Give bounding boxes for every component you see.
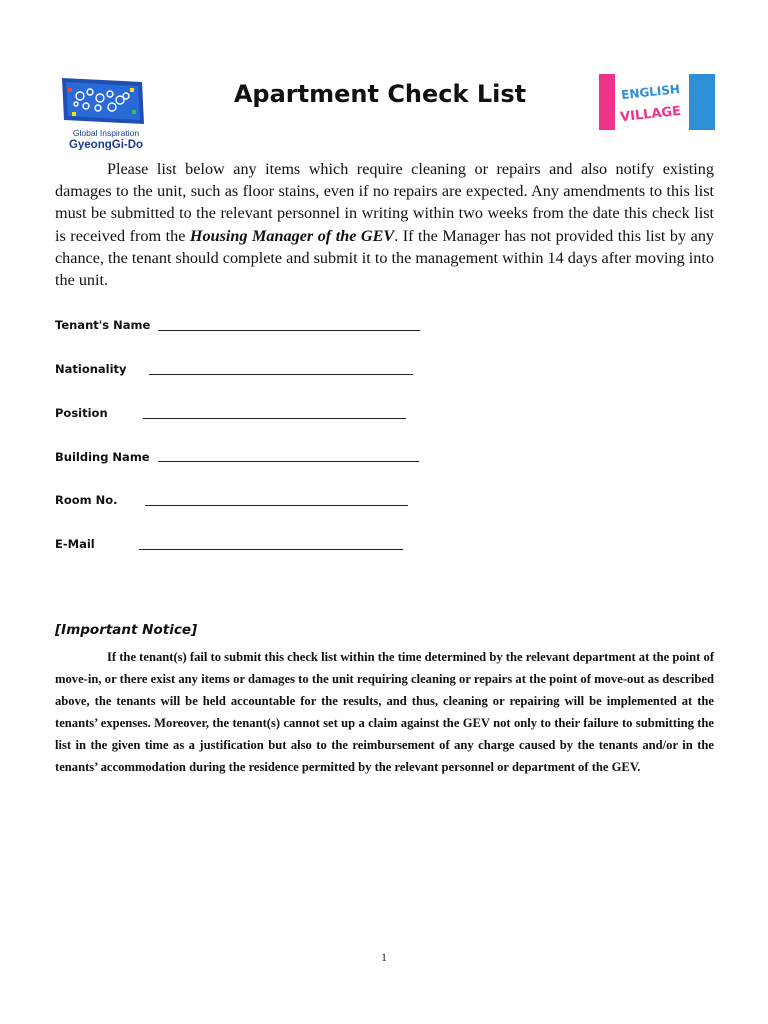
field-label-room-no: Room No.	[55, 493, 118, 507]
english-village-logo	[599, 74, 715, 130]
field-line-nationality[interactable]	[149, 374, 413, 375]
field-label-nationality: Nationality	[55, 362, 127, 376]
intro-emphasis: Housing Manager of the GEV	[189, 226, 395, 245]
intro-text-1: Please list below any items which require cleaning or repairs and also notify existing damages to the unit, such as floor stains, even if no repairs are expected. Any amendments to this list must be submitted to the relevant personnel in writing within two weeks from the date this check list is received from the	[55, 160, 714, 245]
field-line-tenant-name[interactable]	[158, 330, 420, 331]
field-label-tenant-name: Tenant's Name	[55, 318, 151, 332]
field-line-building-name[interactable]	[158, 461, 419, 462]
field-label-building-name: Building Name	[55, 450, 150, 464]
logo-line2: VILLAGE	[619, 103, 682, 126]
page-number: 1	[381, 950, 387, 964]
logo-tagline: Global Inspiration	[72, 128, 140, 138]
field-line-position[interactable]	[143, 418, 406, 419]
field-label-position: Position	[55, 406, 108, 420]
notice-text: If the tenant(s) fail to submit this check list within the time determined by the relevant department at the point of move-in, or there exist any items or damages to the unit requiring cleaning or repairs at the point of move-out as described above, the tenants will be held accountable for the results, and thus, cleaning or repairing will be implemented at the tenants’ expenses. Moreover, the tenant(s) cannot set up a claim against the GEV not only to their failure to submitting the list in the given time as a justification but also to the reimbursement of any charge caused by the tenants and/or in the tenants’ accommodation during the residence permitted by the relevant personnel or department of the GEV.	[55, 650, 715, 774]
page-title: Apartment Check List	[233, 80, 527, 108]
notice-title: [Important Notice]	[55, 622, 198, 638]
logo-line1: ENGLISH	[620, 81, 681, 103]
field-label-email: E-Mail	[55, 537, 95, 551]
intro-text-2: . If the Manager has not provided this list by any chance, the tenant should complete and submit it to the management within 14 days after moving into the unit.	[55, 226, 715, 290]
field-line-email[interactable]	[139, 549, 403, 550]
notice-paragraph	[55, 646, 714, 778]
intro-paragraph	[55, 158, 714, 291]
gyeonggi-do-logo	[46, 74, 176, 150]
logo-name: GyeongGi-Do	[68, 139, 144, 150]
field-line-room-no[interactable]	[145, 505, 408, 506]
